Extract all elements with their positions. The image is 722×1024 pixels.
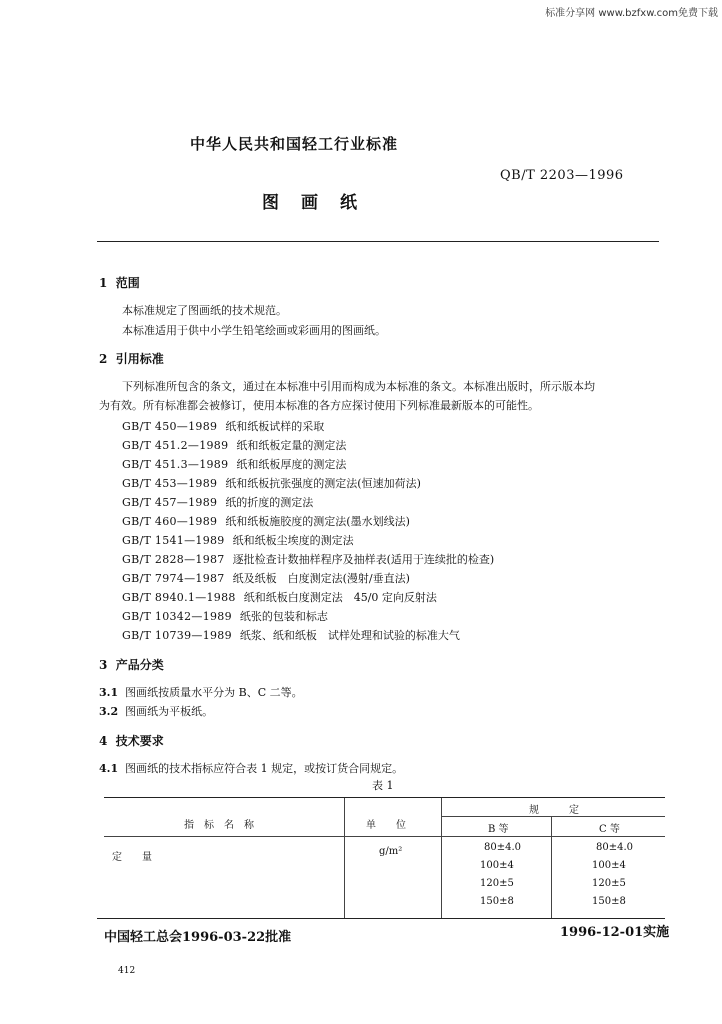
table-cell-b: 100±4 — [480, 860, 514, 871]
clause-4-1-text: 图画纸的技术指标应符合表 1 规定，或按订货合同规定。 — [125, 762, 404, 775]
section-2-number: 2 — [99, 352, 108, 366]
section-4-title: 技术要求 — [115, 734, 164, 748]
section-1-title: 范围 — [115, 276, 140, 290]
reference-item: GB/T 10739—1989 纸浆、纸和纸板 试样处理和试验的标准大气 — [122, 629, 460, 642]
page-number: 412 — [118, 966, 136, 976]
clause-4-1-number: 4.1 — [99, 762, 119, 775]
footer-rule — [97, 918, 659, 919]
table-cell-c: 80±4.0 — [596, 842, 634, 853]
clause-4-1 — [99, 760, 403, 776]
reference-item: GB/T 450—1989 纸和纸板试样的采取 — [122, 420, 325, 433]
reference-item: GB/T 2828—1987 逐批检查计数抽样程序及抽样表(适用于连续批的检查) — [122, 553, 495, 566]
table-divider — [441, 816, 665, 817]
watermark: 标准分享网 www.bzfxw.com免费下载 — [545, 8, 718, 19]
table-header-spec: 规 定 — [529, 805, 579, 816]
spec-table — [104, 797, 665, 919]
table-row-name: 定 量 — [112, 852, 152, 863]
standard-category-title: 中华人民共和国轻工行业标准 — [190, 135, 399, 153]
document-title: 图画纸 — [262, 193, 379, 213]
section-2-title: 引用标准 — [115, 352, 164, 366]
table-divider — [551, 816, 552, 918]
approval-date: 中国轻工总会1996-03-22批准 — [104, 930, 292, 945]
reference-item: GB/T 457—1989 纸的折度的测定法 — [122, 496, 314, 509]
standard-number: QB/T 2203—1996 — [500, 168, 624, 183]
reference-item: GB/T 1541—1989 纸和纸板尘埃度的测定法 — [122, 534, 354, 547]
table-header-unit: 单 位 — [366, 820, 406, 831]
clause-3-2 — [99, 703, 213, 719]
table-header-index: 指 标 名 称 — [184, 820, 254, 831]
table-cell-b: 150±8 — [480, 896, 514, 907]
section-4-heading — [99, 732, 164, 749]
table-row-unit: g/m² — [379, 846, 403, 857]
header-rule — [97, 241, 659, 242]
table-caption: 表 1 — [372, 779, 394, 792]
clause-3-2-number: 3.2 — [99, 705, 119, 718]
section-3-title: 产品分类 — [115, 658, 164, 672]
reference-item: GB/T 453—1989 纸和纸板抗张强度的测定法(恒速加荷法) — [122, 477, 421, 490]
section-4-number: 4 — [99, 734, 108, 748]
section-1-para-2: 本标准适用于供中小学生铅笔绘画或彩画用的图画纸。 — [122, 324, 386, 337]
section-1-para-1: 本标准规定了图画纸的技术规范。 — [122, 304, 287, 317]
reference-item: GB/T 7974—1987 纸及纸板 白度测定法(漫射/垂直法) — [122, 572, 410, 585]
table-cell-c: 120±5 — [592, 878, 626, 889]
section-2-para-line-1: 下列标准所包含的条文，通过在本标准中引用而构成为本标准的条文。本标准出版时，所示版本均 — [122, 380, 595, 393]
reference-item: GB/T 451.2—1989 纸和纸板定量的测定法 — [122, 439, 347, 452]
clause-3-1-number: 3.1 — [99, 686, 119, 699]
table-divider — [104, 836, 665, 837]
reference-item: GB/T 8940.1—1988 纸和纸板白度测定法 45/0 定向反射法 — [122, 591, 437, 604]
table-divider — [344, 798, 345, 918]
reference-item: GB/T 10342—1989 纸张的包装和标志 — [122, 610, 328, 623]
table-cell-c: 150±8 — [592, 896, 626, 907]
table-header-grade-c: C 等 — [599, 824, 620, 835]
section-2-para-line-2: 为有效。所有标准都会被修订，使用本标准的各方应探讨使用下列标准最新版本的可能性。 — [99, 399, 539, 412]
section-2-heading — [99, 350, 164, 367]
section-3-number: 3 — [99, 658, 108, 672]
table-cell-b: 120±5 — [480, 878, 514, 889]
section-1-heading — [99, 274, 140, 291]
reference-item: GB/T 451.3—1989 纸和纸板厚度的测定法 — [122, 458, 347, 471]
section-1-number: 1 — [99, 276, 108, 290]
clause-3-1 — [99, 684, 303, 700]
table-cell-b: 80±4.0 — [484, 842, 522, 853]
section-3-heading — [99, 656, 164, 673]
clause-3-2-text: 图画纸为平板纸。 — [125, 705, 214, 718]
clause-3-1-text: 图画纸按质量水平分为 B、C 二等。 — [125, 686, 303, 699]
table-header-grade-b: B 等 — [488, 824, 509, 835]
table-cell-c: 100±4 — [592, 860, 626, 871]
reference-item: GB/T 460—1989 纸和纸板施胶度的测定法(墨水划线法) — [122, 515, 410, 528]
implementation-date: 1996-12-01实施 — [560, 925, 670, 940]
